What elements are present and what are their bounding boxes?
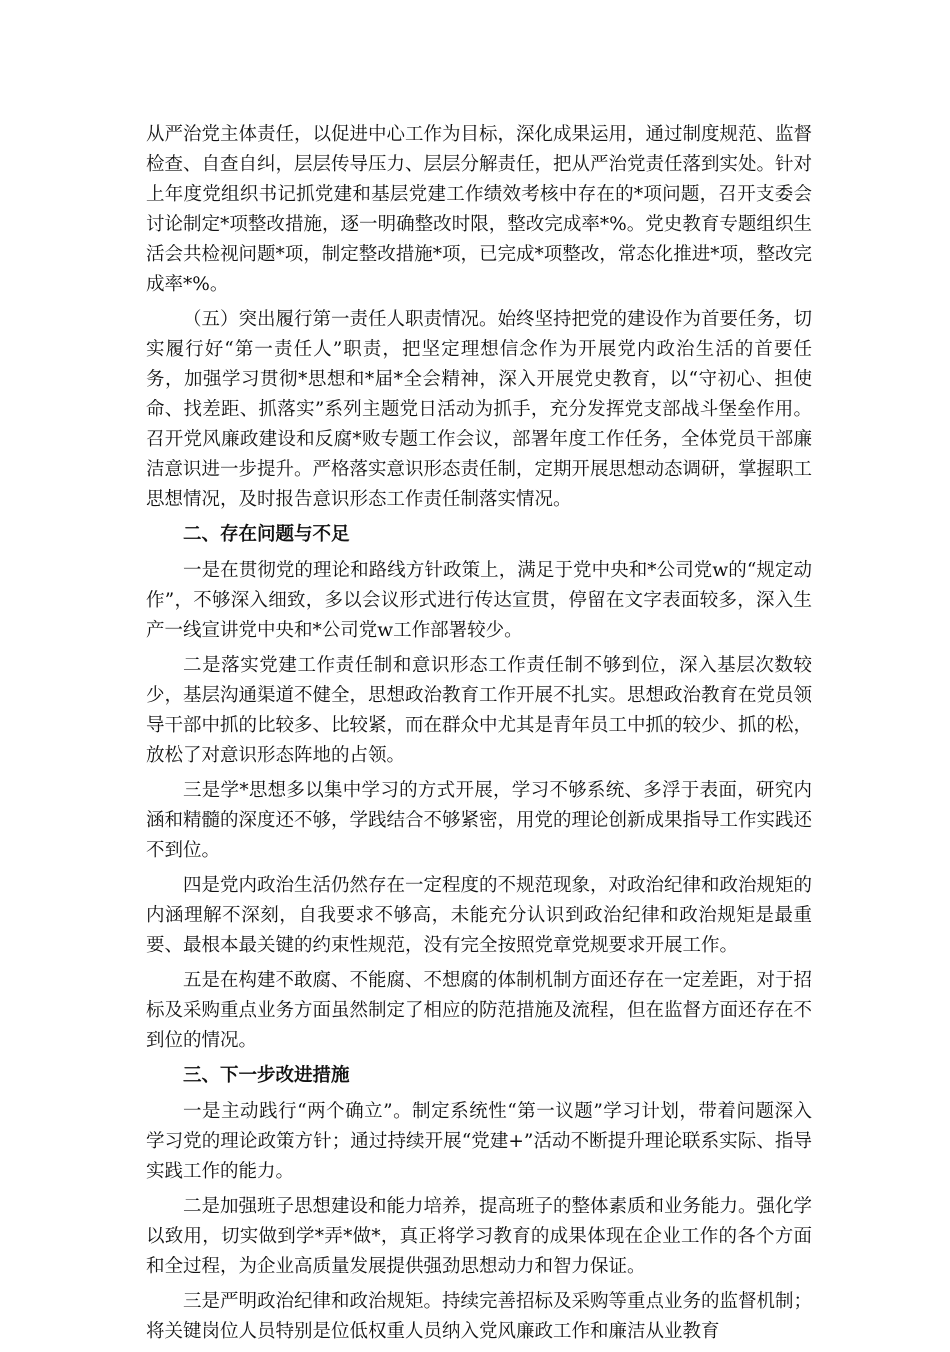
paragraph-problem-4: 四是党内政治生活仍然存在一定程度的不规范现象，对政治纪律和政治规矩的内涵理解不深刻，自我要求不够高，未能充分认识到政治纪律和政治规矩是最重要、最根本最关键的约束性规范，没有完全按照党章党规要求开展工作。 xyxy=(146,875,813,956)
paragraph-problem-5: 五是在构建不敢腐、不能腐、不想腐的体制机制方面还存在一定差距，对于招标及采购重点业务方面虽然制定了相应的防范措施及流程，但在监督方面还存在不到位的情况。 xyxy=(146,970,813,1051)
paragraph-problem-3: 三是学*思想多以集中学习的方式开展，学习不够系统、多浮于表面，研究内涵和精髓的深度还不够，学践结合不够紧密，用党的理论创新成果指导工作实践还不到位。 xyxy=(146,780,813,861)
paragraph-measure-3: 三是严明政治纪律和政治规矩。持续完善招标及采购等重点业务的监督机制；将关键岗位人员特别是位低权重人员纳入党风廉政工作和廉洁从业教育 xyxy=(146,1291,813,1342)
paragraph-problem-1: 一是在贯彻党的理论和路线方针政策上，满足于党中央和*公司党w的“规定动作”，不够深入细致，多以会议形式进行传达宣贯，停留在文字表面较多，深入生产一线宣讲党中央和*公司党w工作部署较少。 xyxy=(146,560,812,641)
section-heading-problems: 二、存在问题与不足 xyxy=(183,524,350,545)
paragraph-continued: 从严治党主体责任，以促进中心工作为目标，深化成果运用，通过制度规范、监督检查、自查自纠，层层传导压力、层层分解责任，把从严治党责任落到实处。针对上年度党组织书记抓党建和基层党建工作绩效考核中存在的*项问题，召开支委会讨论制定*项整改措施，逐一明确整改时限，整改完成率*%。党史教育专题组织生活会共检视问题*项，制定整改措施*项，已完成*项整改，常态化推进*项，整改完成率*%。 xyxy=(146,124,813,295)
document-body xyxy=(146,120,812,1352)
section-heading-measures: 三、下一步改进措施 xyxy=(183,1065,350,1086)
paragraph-first-responsibility: （五）突出履行第一责任人职责情况。始终坚持把党的建设作为首要任务，切实履行好“第一责任人”职责，把坚定理想信念作为开展党内政治生活的首要任务，加强学习贯彻*思想和*届*全会精神，深入开展党史教育，以“守初心、担使命、找差距、抓落实”系列主题党日活动为抓手，充分发挥党支部战斗堡垒作用。召开党风廉政建设和反腐*败专题工作会议，部署年度工作任务，全体党员干部廉洁意识进一步提升。严格落实意识形态责任制，定期开展思想动态调研，掌握职工思想情况，及时报告意识形态工作责任制落实情况。 xyxy=(146,309,813,510)
paragraph-measure-1: 一是主动践行“两个确立”。制定系统性“第一议题”学习计划，带着问题深入学习党的理论政策方针；通过持续开展“党建+”活动不断提升理论联系实际、指导实践工作的能力。 xyxy=(146,1101,812,1182)
paragraph-problem-2: 二是落实党建工作责任制和意识形态工作责任制不够到位，深入基层次数较少，基层沟通渠道不健全，思想政治教育工作开展不扎实。思想政治教育在党员领导干部中抓的比较多、比较紧，而在群众中尤其是青年员工中抓的较少、抓的松，放松了对意识形态阵地的占领。 xyxy=(146,655,813,766)
paragraph-measure-2: 二是加强班子思想建设和能力培养，提高班子的整体素质和业务能力。强化学以致用，切实做到学*弄*做*，真正将学习教育的成果体现在企业工作的各个方面和全过程，为企业高质量发展提供强劲思想动力和智力保证。 xyxy=(146,1196,813,1277)
